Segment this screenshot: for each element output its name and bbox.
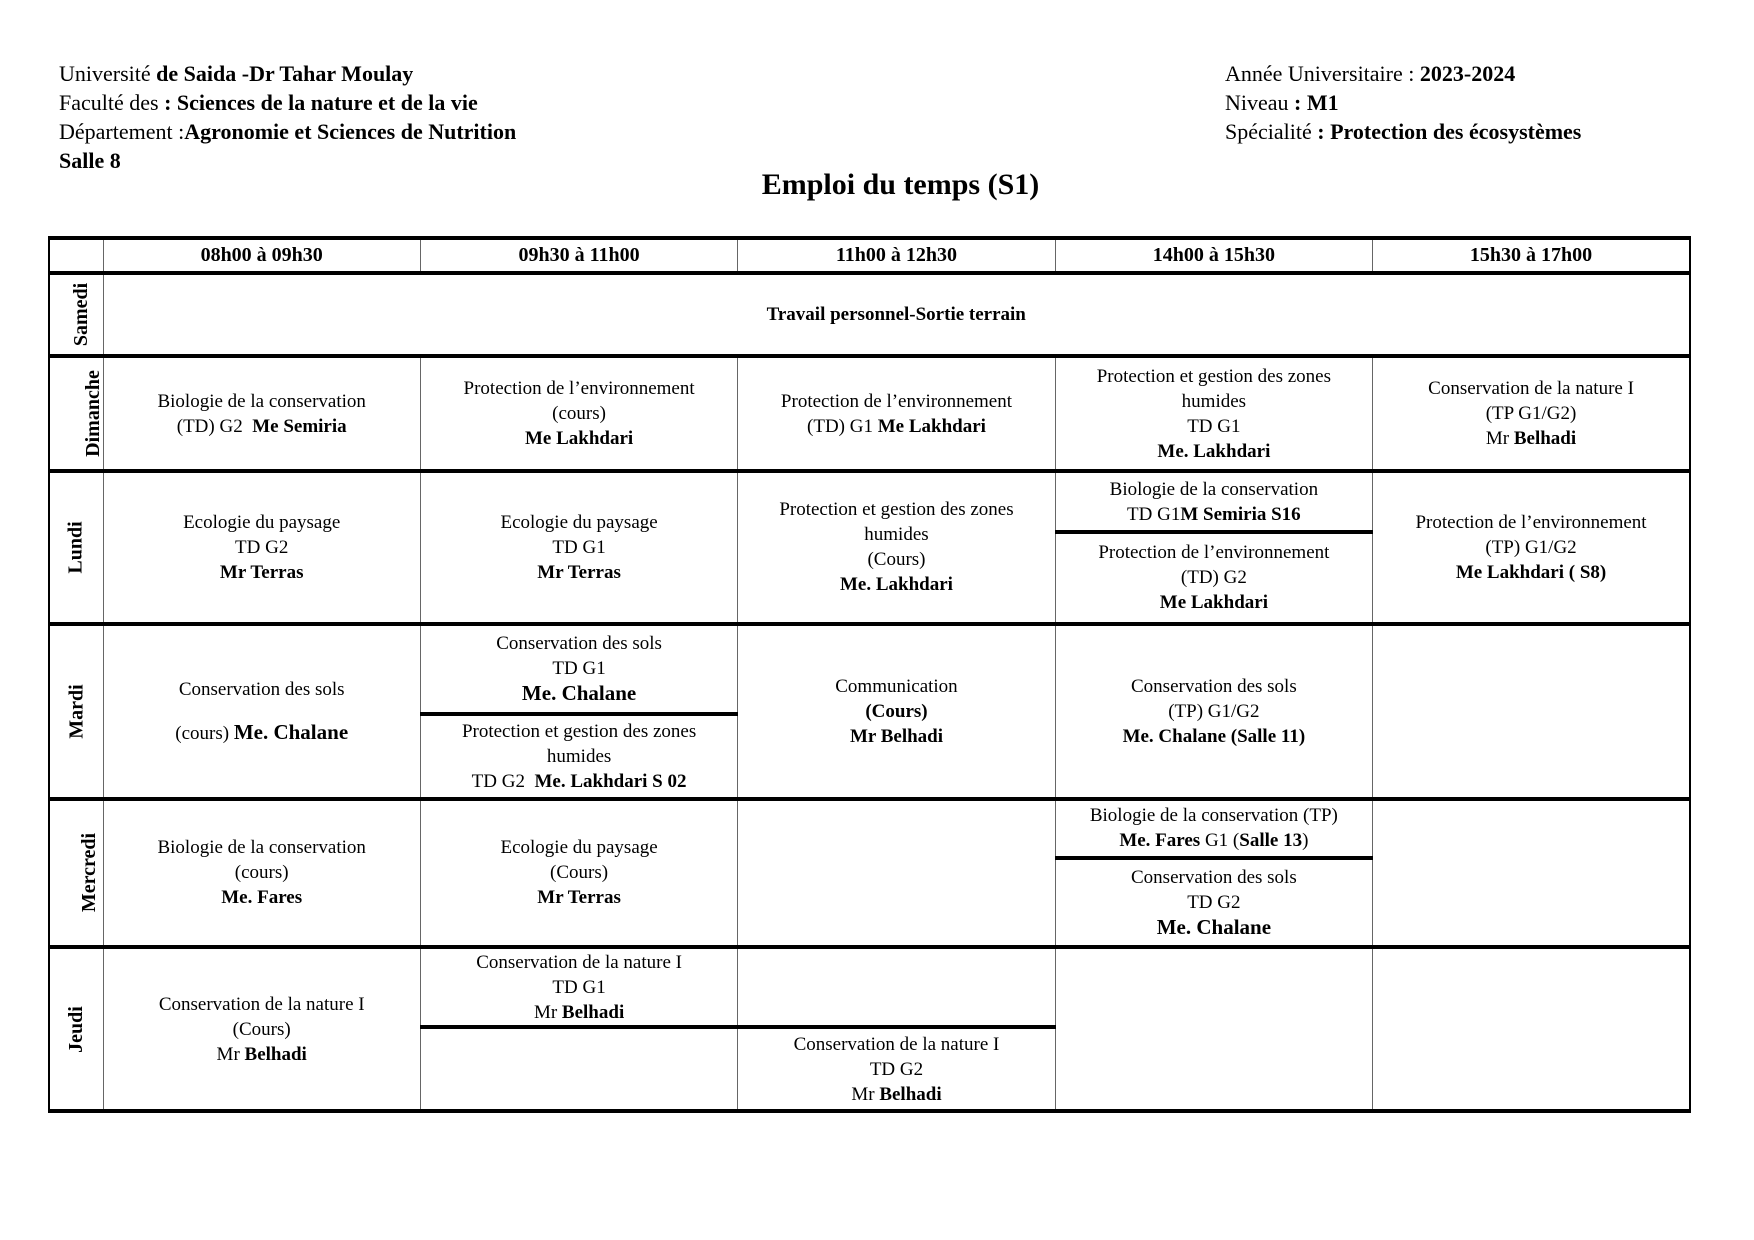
speciality-line: Spécialité : Protection des écosystèmes	[1225, 119, 1582, 144]
lundi-slot-1: Ecologie du paysage TD G2 Mr Terras	[103, 471, 420, 624]
time-slot-3: 11h00 à 12h30	[738, 238, 1055, 273]
dimanche-slot-5: Conservation de la nature I (TP G1/G2) Mr Belhadi	[1373, 356, 1690, 471]
dimanche-slot-3: Protection de l’environnement (TD) G1 Me Lakhdari	[738, 356, 1055, 471]
day-samedi: Samedi	[49, 273, 103, 356]
row-dimanche	[49, 356, 1690, 471]
day-mercredi: Mercredi	[49, 799, 103, 948]
header-right	[1225, 59, 1581, 146]
mardi-slot-2b: Protection et gestion des zones humides TD G2 Me. Lakhdari S 02	[420, 714, 737, 798]
row-mardi	[49, 624, 1690, 715]
dimanche-slot-1: Biologie de la conservation (TD) G2 Me Semiria	[103, 356, 420, 471]
time-slot-4: 14h00 à 15h30	[1055, 238, 1372, 273]
time-slot-2: 09h30 à 11h00	[420, 238, 737, 273]
mardi-slot-5	[1373, 624, 1690, 799]
department-line: Département :Agronomie et Sciences de Nutrition	[59, 119, 517, 144]
mardi-slot-4: Conservation des sols (TP) G1/G2 Me. Chalane (Salle 11)	[1055, 624, 1372, 799]
day-jeudi: Jeudi	[49, 947, 103, 1111]
room-line: Salle 8	[59, 148, 121, 173]
mercredi-slot-5	[1373, 799, 1690, 948]
jeudi-slot-2b	[420, 1027, 737, 1111]
lundi-slot-5: Protection de l’environnement (TP) G1/G2 Me Lakhdari ( S8)	[1373, 471, 1690, 624]
mardi-slot-3: Communication (Cours) Mr Belhadi	[738, 624, 1055, 799]
mercredi-slot-2: Ecologie du paysage (Cours) Mr Terras	[420, 799, 737, 948]
jeudi-slot-4	[1055, 947, 1372, 1111]
page-title: Emploi du temps (S1)	[761, 168, 1040, 201]
row-samedi	[49, 273, 1690, 356]
row-jeudi	[49, 947, 1690, 1027]
header-left	[59, 59, 516, 175]
time-slot-5: 15h30 à 17h00	[1373, 238, 1690, 273]
day-dimanche: Dimanche	[49, 356, 103, 471]
level-line: Niveau : M1	[1225, 90, 1339, 115]
dimanche-slot-4: Protection et gestion des zones humides TD G1 Me. Lakhdari	[1055, 356, 1372, 471]
university-line: Université de Saida -Dr Tahar Moulay	[59, 61, 414, 86]
lundi-slot-2: Ecologie du paysage TD G1 Mr Terras	[420, 471, 737, 624]
jeudi-slot-3a	[738, 947, 1055, 1027]
lundi-slot-4b: Protection de l’environnement (TD) G2 Me Lakhdari	[1055, 532, 1372, 624]
jeudi-slot-3b: Conservation de la nature I TD G2 Mr Belhadi	[738, 1027, 1055, 1111]
lundi-slot-3: Protection et gestion des zones humides (Cours) Me. Lakhdari	[738, 471, 1055, 624]
time-slot-1: 08h00 à 09h30	[103, 238, 420, 273]
faculty-line: Faculté des : Sciences de la nature et de la vie	[59, 90, 478, 115]
mercredi-slot-4a: Biologie de la conservation (TP) Me. Fares G1 (Salle 13)	[1055, 799, 1372, 858]
lundi-slot-4a: Biologie de la conservation TD G1M Semiria S16	[1055, 471, 1372, 532]
jeudi-slot-2a: Conservation de la nature I TD G1 Mr Belhadi	[420, 947, 737, 1027]
row-lundi	[49, 471, 1690, 532]
jeudi-slot-1: Conservation de la nature I (Cours) Mr Belhadi	[103, 947, 420, 1111]
dimanche-slot-2: Protection de l’environnement (cours) Me Lakhdari	[420, 356, 737, 471]
mercredi-slot-4b: Conservation des sols TD G2 Me. Chalane	[1055, 858, 1372, 948]
mardi-slot-1: Conservation des sols (cours) Me. Chalane	[103, 624, 420, 799]
day-mardi: Mardi	[49, 624, 103, 799]
mardi-slot-2a: Conservation des sols TD G1 Me. Chalane	[420, 624, 737, 715]
header-row	[49, 238, 1690, 273]
row-mercredi	[49, 799, 1690, 858]
corner-cell	[49, 238, 103, 273]
timetable	[48, 236, 1691, 1113]
year-line: Année Universitaire : 2023-2024	[1225, 61, 1516, 86]
day-lundi: Lundi	[49, 471, 103, 624]
mercredi-slot-3	[738, 799, 1055, 948]
samedi-all-day: Travail personnel-Sortie terrain	[103, 273, 1690, 356]
mercredi-slot-1: Biologie de la conservation (cours) Me. Fares	[103, 799, 420, 948]
jeudi-slot-5	[1373, 947, 1690, 1111]
